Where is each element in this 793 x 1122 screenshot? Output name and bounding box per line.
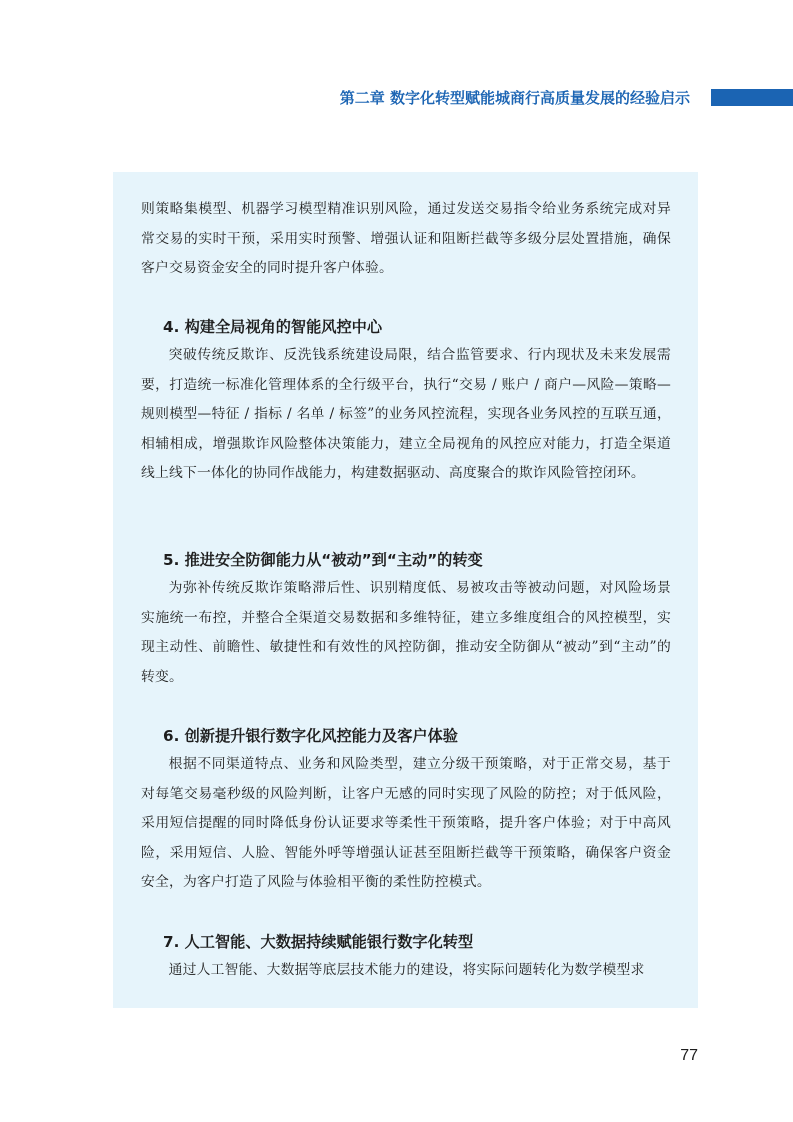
chapter-title: 第二章 数字化转型赋能城商行高质量发展的经验启示: [339, 89, 690, 107]
section-5-heading: 5. 推进安全防御能力从“被动”到“主动”的转变: [163, 551, 483, 569]
section-7-paragraph: 通过人工智能、大数据等底层技术能力的建设，将实际问题转化为数学模型求: [168, 962, 645, 978]
page-number: 77: [680, 1047, 698, 1064]
section-5-paragraph: 为弥补传统反欺诈策略滞后性、识别精度低、易被攻击等被动问题，对风险场景实施统一布控，并整合全渠道交易数据和多维特征，建立多维度组合的风控模型，实现主动性、前瞻性、敏捷性和有效性的风控防御，推动安全防御从“被动”到“主动”的转变。: [141, 580, 671, 685]
header-accent-bar: [711, 89, 793, 106]
section-7-heading: 7. 人工智能、大数据持续赋能银行数字化转型: [163, 933, 474, 951]
section-4-heading: 4. 构建全局视角的智能风控中心: [163, 318, 383, 336]
content-box: [113, 172, 698, 1008]
section-6-heading: 6. 创新提升银行数字化风控能力及客户体验: [163, 727, 458, 745]
intro-paragraph: 则策略集模型、机器学习模型精准识别风险，通过发送交易指令给业务系统完成对异常交易的实时干预，采用实时预警、增强认证和阻断拦截等多级分层处置措施，确保客户交易资金安全的同时提升客户体验。: [141, 201, 671, 276]
section-6-paragraph: 根据不同渠道特点、业务和风险类型，建立分级干预策略，对于正常交易，基于对每笔交易毫秒级的风险判断，让客户无感的同时实现了风险的防控；对于低风险，采用短信提醒的同时降低身份认证要求等柔性干预策略，提升客户体验；对于中高风险，采用短信、人脸、智能外呼等增强认证甚至阻断拦截等干预策略，确保客户资金安全，为客户打造了风险与体验相平衡的柔性防控模式。: [141, 756, 671, 890]
section-4-paragraph: 突破传统反欺诈、反洗钱系统建设局限，结合监管要求、行内现状及未来发展需要，打造统一标准化管理体系的全行级平台，执行“交易 / 账户 / 商户—风险—策略—规则模型—特征 / 指标 / 名单 / 标签”的业务风控流程，实现各业务风控的互联互通，相辅相成，增强欺诈风险整体决策能力，建立全局视角的风控应对能力，打造全渠道线上线下一体化的协同作战能力，构建数据驱动、高度聚合的欺诈风险管控闭环。: [141, 347, 671, 481]
